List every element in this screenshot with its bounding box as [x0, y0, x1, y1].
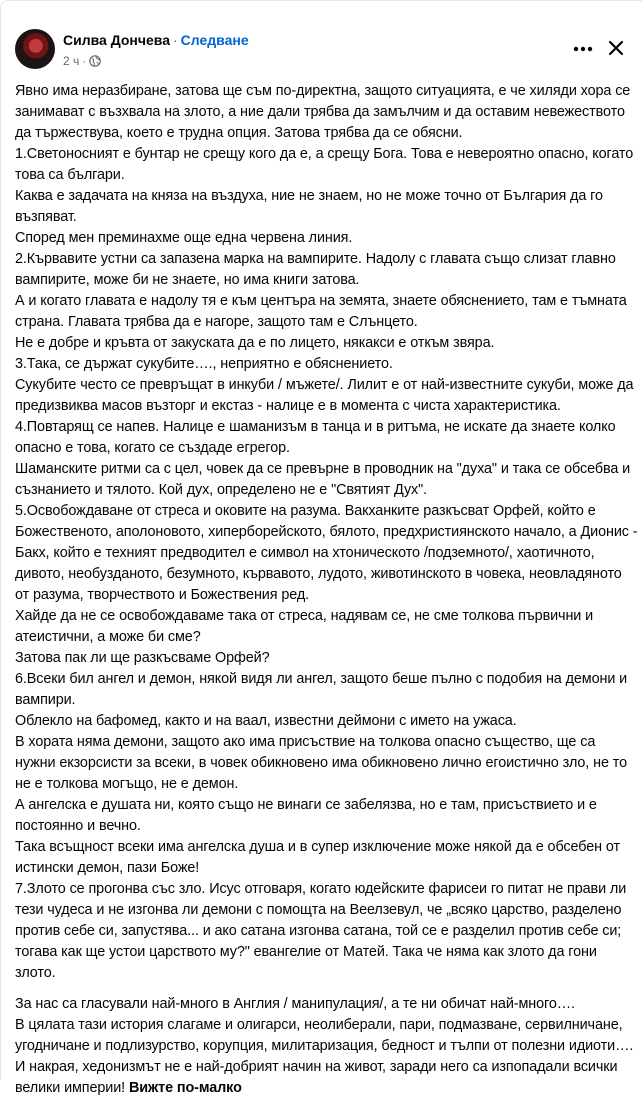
timestamp-line	[63, 53, 249, 69]
post-header	[1, 1, 642, 81]
follow-button[interactable]: Следване	[180, 32, 249, 48]
post-paragraph	[15, 994, 639, 1099]
post-paragraph-text: За нас са гласували най-много в Англия / манипулация/, а те ни обичат най-много…. В цялата тази история слагаме и олигарси, неолиберали, пари, подмазване, сервилничане, угодничане и подлизурство, корупция, милитаризация, бедност и тълпи от полезни идиоти…. И накрая, хедонизмът не е най-добрият начин на живот, заради него са изпопадали всички велики империи!	[15, 996, 634, 1096]
time-separator: ·	[82, 54, 87, 68]
avatar[interactable]	[15, 29, 55, 69]
name-separator: ·	[172, 32, 178, 48]
author-name[interactable]: Силва Дончева	[63, 32, 170, 48]
post-time[interactable]: 2 ч	[63, 54, 80, 68]
post-paragraph: Явно има неразбиране, затова ще съм по-директна, защото ситуацията, е че хиляди хора се занимават с възхвала на злото, а ние дали трябва да замълчим и да оставим невежеството да тържествува, което е трудна опция. Затова трябва да се обясни. 1.Светоносният е бунтар не срещу кого да е, а срещу Бога. Това е невероятно опасно, когато това са българи. Каква е задачата на княза на въздуха, ние не знаем, но не може точно от България да го възпяват. Според мен преминахме още една червена линия. 2.Кървавите устни са запазена марка на вампирите. Надолу с главата също слизат главно вампирите, може би не знаете, но има книги затова. А и когато главата е надолу тя е към центъра на земята, знаете обяснението, там е тъмната страна. Главата трябва да е нагоре, защото там е Слънцето. Не е добре и кръвта от закуската да е по лицето, някакси е откъм звяра. 3.Така, се държат сукубите…., неприятно е обяснението. Сукубите често се превръщат в инкуби / мъжете/. Лилит е от най-известните сукуби, може да предизвиква масов възторг и екстаз - налице е в момента с чиста характеристика. 4.Повтарящ се напев. Налице е шаманизъм в танца и в ритъма, не искате да знаете колко опасно е това, когато се създаде егрегор. Шаманските ритми са с цел, човек да се превърне в проводник на "духа" и така се обсебва и съзнанието и тялото. Кой дух, определено не е "Святият Дух". 5.Освобождаване от стреса и оковите на разума. Вакханките разкъсват Орфей, който е Божественото, аполоновото, хиперборейското, бялото, предхристиянското начало, а Дионис - Бакх, който е техният предводител е символ на хтоническото /подземното/, хаотичното, дивото, необузданото, безумното, кървавото, лудото, животинското в човека, неовладяното от разума, творчеството и Божествения ред. Хайде да не се освобождаваме така от стреса, надявам се, не сме толкова първични и атеистични, а може би сме? Затова пак ли ще разкъсваме Орфей? 6.Всеки бил ангел и демон, някой видя ли ангел, защото беше пълно с подобия на демони и вампири. Облекло на бафомед, както и на ваал, известни деймони с името на ужаса. В хората няма демони, защото ако има присъствие на толкова опасно същество, ще са нужни екзорсисти за всеки, в човек обикновено има обикновено лично егоистично зло, не то не е толкова могъщо, не е демон. А ангелска е душата ни, която също не винаги се забелязва, но е там, присъствието и е постоянно и вечно. Така всъщност всеки има ангелска душа и в супер изключение може някой да е обсебен от истински демон, пази Боже! 7.Злото се прогонва със зло. Исус отговаря, когато юдейските фарисеи го питат не прави ли тези чудеса и не изгонва ли демони с помощта на Веелзевул, че „всяко царство, разделено против себе си, запустява... и ако сатана изгонва сатана, той се е разделил против себе си; тогава как ще устои царството му?" евангелие от Матей. Така че няма как злото да гони злото.	[15, 83, 638, 981]
globe-icon	[89, 55, 101, 67]
name-line	[63, 31, 249, 49]
close-icon[interactable]	[602, 34, 630, 62]
see-less-link[interactable]: Вижте по-малко	[129, 1080, 242, 1096]
post-meta	[63, 31, 249, 69]
post-body	[15, 81, 639, 1099]
more-horizontal-icon[interactable]	[570, 36, 596, 62]
paragraph-gap	[15, 984, 639, 994]
